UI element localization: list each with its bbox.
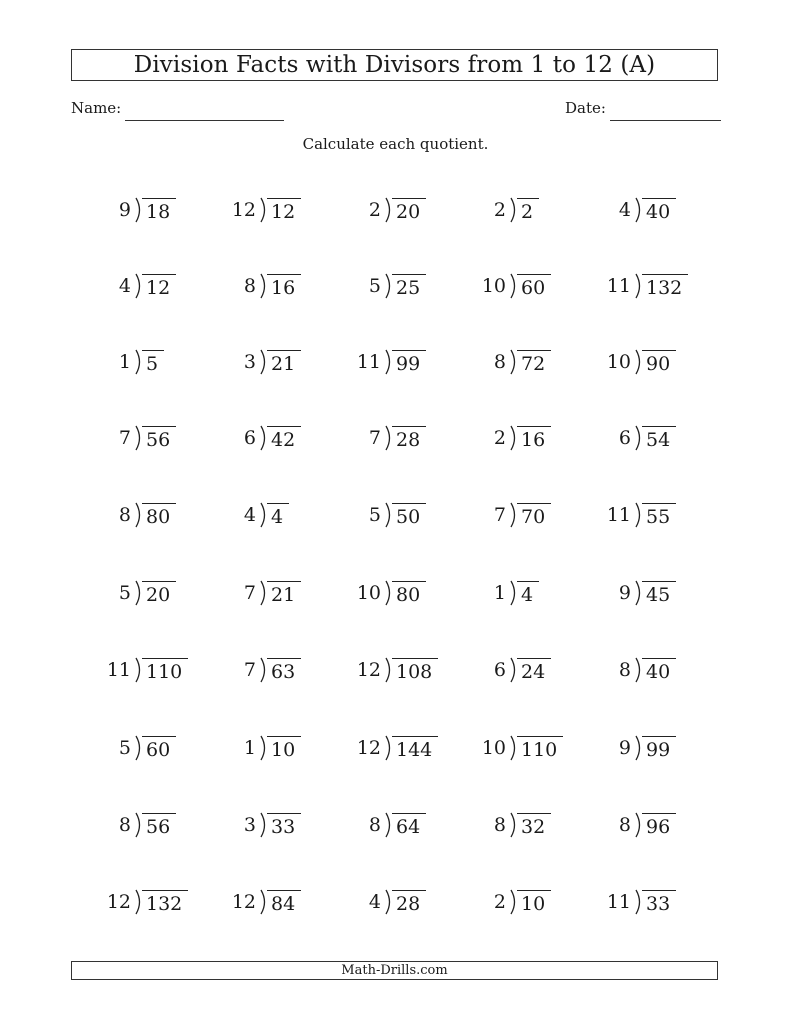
divisor: 3	[243, 351, 256, 373]
divisor: 2	[493, 427, 506, 449]
dividend: 33	[642, 890, 676, 918]
dividend: 99	[392, 350, 426, 378]
divisor: 12	[231, 891, 256, 913]
divisor: 5	[368, 504, 381, 526]
dividend: 20	[142, 581, 176, 609]
divisor: 10	[356, 582, 381, 604]
dividend: 99	[642, 736, 676, 764]
dividend: 10	[517, 890, 551, 918]
dividend: 12	[267, 198, 301, 226]
divisor: 11	[356, 351, 381, 373]
dividend: 132	[642, 274, 688, 302]
dividend: 28	[392, 890, 426, 918]
divisor: 1	[118, 351, 131, 373]
dividend: 16	[267, 274, 301, 302]
dividend: 4	[517, 581, 539, 609]
divisor: 2	[368, 199, 381, 221]
divisor: 7	[493, 504, 506, 526]
divisor: 3	[243, 814, 256, 836]
divisor: 10	[606, 351, 631, 373]
dividend: 32	[517, 813, 551, 841]
date-label: Date:	[565, 99, 606, 117]
dividend: 64	[392, 813, 426, 841]
divisor: 6	[618, 427, 631, 449]
divisor: 4	[243, 504, 256, 526]
dividend: 60	[142, 736, 176, 764]
dividend: 28	[392, 426, 426, 454]
name-label: Name:	[71, 99, 122, 117]
dividend: 110	[142, 658, 188, 686]
dividend: 70	[517, 503, 551, 531]
divisor: 7	[243, 659, 256, 681]
divisor: 1	[243, 737, 256, 759]
divisor: 5	[118, 582, 131, 604]
divisor: 8	[493, 351, 506, 373]
divisor: 9	[118, 199, 131, 221]
dividend: 10	[267, 736, 301, 764]
dividend: 144	[392, 736, 438, 764]
dividend: 110	[517, 736, 563, 764]
dividend: 63	[267, 658, 301, 686]
dividend: 45	[642, 581, 676, 609]
dividend: 50	[392, 503, 426, 531]
dividend: 40	[642, 658, 676, 686]
divisor: 10	[481, 737, 506, 759]
footer: Math-Drills.com	[71, 961, 718, 980]
dividend: 16	[517, 426, 551, 454]
divisor: 11	[106, 659, 131, 681]
divisor: 2	[493, 199, 506, 221]
instructions: Calculate each quotient.	[302, 135, 489, 153]
divisor: 4	[368, 891, 381, 913]
dividend: 24	[517, 658, 551, 686]
dividend: 80	[142, 503, 176, 531]
dividend: 96	[642, 813, 676, 841]
dividend: 18	[142, 198, 176, 226]
dividend: 20	[392, 198, 426, 226]
divisor: 12	[106, 891, 131, 913]
dividend: 2	[517, 198, 539, 226]
dividend: 21	[267, 581, 301, 609]
divisor: 12	[356, 659, 381, 681]
dividend: 132	[142, 890, 188, 918]
dividend: 40	[642, 198, 676, 226]
dividend: 12	[142, 274, 176, 302]
dividend: 33	[267, 813, 301, 841]
divisor: 9	[618, 737, 631, 759]
dividend: 42	[267, 426, 301, 454]
divisor: 11	[606, 275, 631, 297]
divisor: 5	[368, 275, 381, 297]
divisor: 8	[618, 814, 631, 836]
dividend: 80	[392, 581, 426, 609]
divisor: 7	[368, 427, 381, 449]
dividend: 54	[642, 426, 676, 454]
dividend: 56	[142, 813, 176, 841]
dividend: 56	[142, 426, 176, 454]
divisor: 10	[481, 275, 506, 297]
worksheet-title: Division Facts with Divisors from 1 to 12 (A)	[71, 49, 718, 81]
divisor: 4	[618, 199, 631, 221]
divisor: 4	[118, 275, 131, 297]
divisor: 12	[231, 199, 256, 221]
divisor: 8	[618, 659, 631, 681]
dividend: 4	[267, 503, 289, 531]
divisor: 8	[493, 814, 506, 836]
dividend: 90	[642, 350, 676, 378]
divisor: 7	[243, 582, 256, 604]
divisor: 1	[493, 582, 506, 604]
divisor: 8	[118, 504, 131, 526]
divisor: 8	[243, 275, 256, 297]
dividend: 5	[142, 350, 164, 378]
dividend: 72	[517, 350, 551, 378]
divisor: 12	[356, 737, 381, 759]
dividend: 25	[392, 274, 426, 302]
divisor: 8	[118, 814, 131, 836]
divisor: 7	[118, 427, 131, 449]
dividend: 55	[642, 503, 676, 531]
dividend: 21	[267, 350, 301, 378]
divisor: 9	[618, 582, 631, 604]
dividend: 84	[267, 890, 301, 918]
divisor: 5	[118, 737, 131, 759]
dividend: 60	[517, 274, 551, 302]
divisor: 8	[368, 814, 381, 836]
divisor: 11	[606, 504, 631, 526]
dividend: 108	[392, 658, 438, 686]
divisor: 6	[493, 659, 506, 681]
divisor: 11	[606, 891, 631, 913]
divisor: 2	[493, 891, 506, 913]
divisor: 6	[243, 427, 256, 449]
